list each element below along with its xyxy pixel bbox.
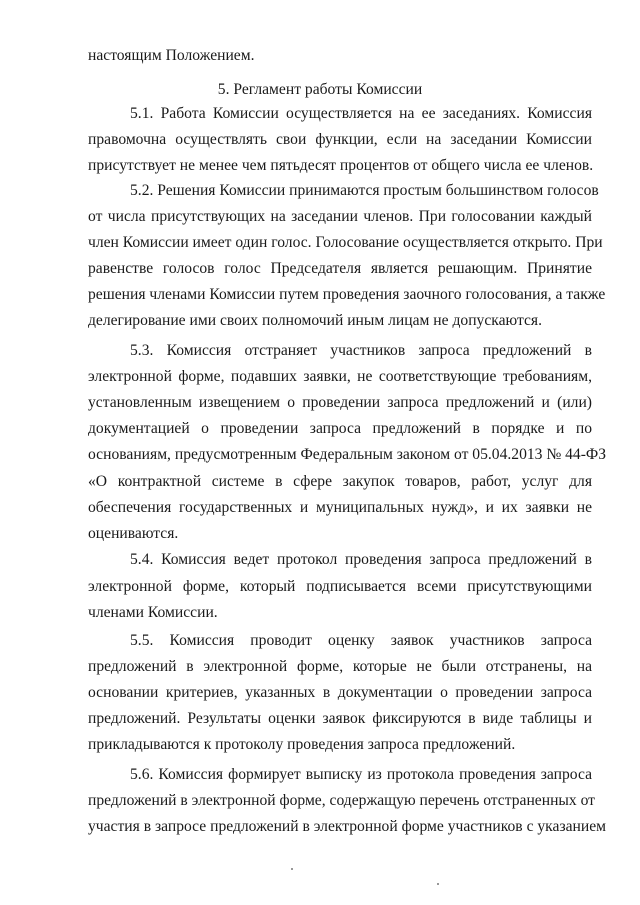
paragraph-line: от числа присутствующих на заседании членов. При голосовании каждый — [88, 208, 592, 225]
paragraph-line: 5.3. Комиссия отстраняет участников запроса предложений в — [130, 342, 592, 359]
paragraph-line: предложений в электронной форме, которые не были отстранены, на — [88, 658, 592, 675]
paragraph-line: делегирование ими своих полномочий иным лицам не допускаются. — [88, 312, 542, 329]
continuation-line: настоящим Положением. — [88, 47, 255, 64]
paragraph-line: член Комиссии имеет один голос. Голосование осуществляется открыто. При — [88, 234, 603, 251]
paragraph-line: установленным извещением о проведении запроса предложений и (или) — [88, 394, 592, 411]
paragraph-line: предложений в электронной форме, содержащую перечень отстраненных от — [88, 792, 595, 809]
paragraph-line: основании критериев, указанных в документации о проведении запроса — [88, 684, 592, 701]
paragraph-line: документацией о проведении запроса предложений в порядке и по — [88, 420, 592, 437]
paragraph-line: решения членами Комиссии путем проведения заочного голосования, а также — [88, 286, 606, 303]
paragraph-line: электронной форме, который подписывается всеми присутствующими — [88, 578, 592, 595]
scan-speck — [291, 868, 293, 870]
paragraph-line: участия в запросе предложений в электронной форме участников с указанием — [88, 818, 607, 835]
paragraph-line: основаниям, предусмотренным Федеральным законом от 05.04.2013 № 44-ФЗ — [88, 446, 607, 463]
paragraph-line: 5.2. Решения Комиссии принимаются простым большинством голосов — [130, 182, 599, 199]
paragraph-line: 5.4. Комиссия ведет протокол проведения запроса предложений в — [130, 551, 592, 568]
paragraph-line: предложений. Результаты оценки заявок фиксируются в виде таблицы и — [88, 710, 592, 727]
section-title: 5. Регламент работы Комиссии — [217, 81, 423, 98]
paragraph-line: правомочна осуществлять свои функции, если на заседании Комиссии — [88, 131, 592, 148]
paragraph-line: членами Комиссии. — [88, 604, 218, 621]
paragraph-line: обеспечения государственных и муниципальных нужд», и их заявки не — [88, 499, 592, 516]
paragraph-line: 5.1. Работа Комиссии осуществляется на ее заседаниях. Комиссия — [130, 105, 592, 122]
paragraph-line: «О контрактной системе в сфере закупок товаров, работ, услуг для — [88, 473, 592, 490]
paragraph-line: 5.6. Комиссия формирует выписку из протокола проведения запроса — [130, 766, 592, 783]
paragraph-line: присутствует не менее чем пятьдесят процентов от общего числа ее членов. — [88, 157, 594, 174]
paragraph-line: равенстве голосов голос Председателя является решающим. Принятие — [88, 260, 592, 277]
paragraph-line: оцениваются. — [88, 525, 179, 542]
scan-speck — [437, 883, 439, 885]
paragraph-line: прикладываются к протоколу проведения запроса предложений. — [88, 736, 516, 753]
paragraph-line: электронной форме, подавших заявки, не соответствующие требованиям, — [88, 368, 592, 385]
paragraph-line: 5.5. Комиссия проводит оценку заявок участников запроса — [130, 632, 592, 649]
